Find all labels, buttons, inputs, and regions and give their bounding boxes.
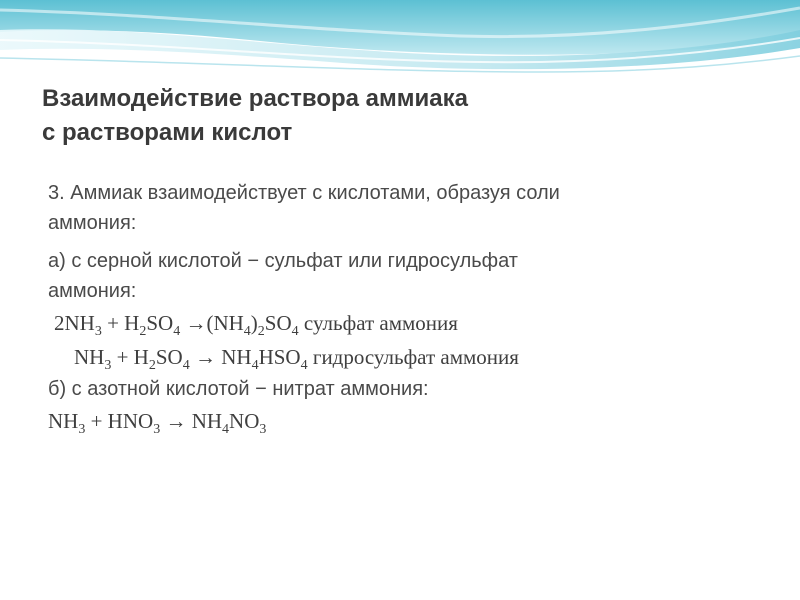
equation-sulfate-name: сульфат аммония xyxy=(298,311,458,335)
decorative-wave-banner xyxy=(0,0,800,80)
point-a-line-1: а) с серной кислотой − сульфат или гидросульфат xyxy=(48,250,518,272)
slide-body xyxy=(48,178,768,438)
equation-hydrosulfate-name: гидросульфат аммония xyxy=(307,345,519,369)
equation-hydrosulfate: $NH_3 + H_2SO_4 \to NH_4HSO_4$ гидросульфат аммония xyxy=(74,345,519,374)
slide-title xyxy=(42,82,742,150)
point-3-line-2: аммония: xyxy=(48,212,137,234)
point-b: б) с азотной кислотой − нитрат аммония: xyxy=(48,378,429,400)
equation-nitrate: $NH_3 + HNO_3 \to NH_4NO_3$ xyxy=(48,409,267,438)
slide-title-line-1: Взаимодействие раствора аммиака xyxy=(42,85,468,112)
equation-sulfate: $2NH_3 + H_2SO_4 \to(NH_4)_2SO_4$ сульфат аммония xyxy=(54,311,458,340)
point-a-line-2: аммония: xyxy=(48,280,137,302)
point-3-line-1: 3. Аммиак взаимодействует с кислотами, образуя соли xyxy=(48,182,560,204)
slide-title-line-2: с растворами кислот xyxy=(42,119,293,146)
